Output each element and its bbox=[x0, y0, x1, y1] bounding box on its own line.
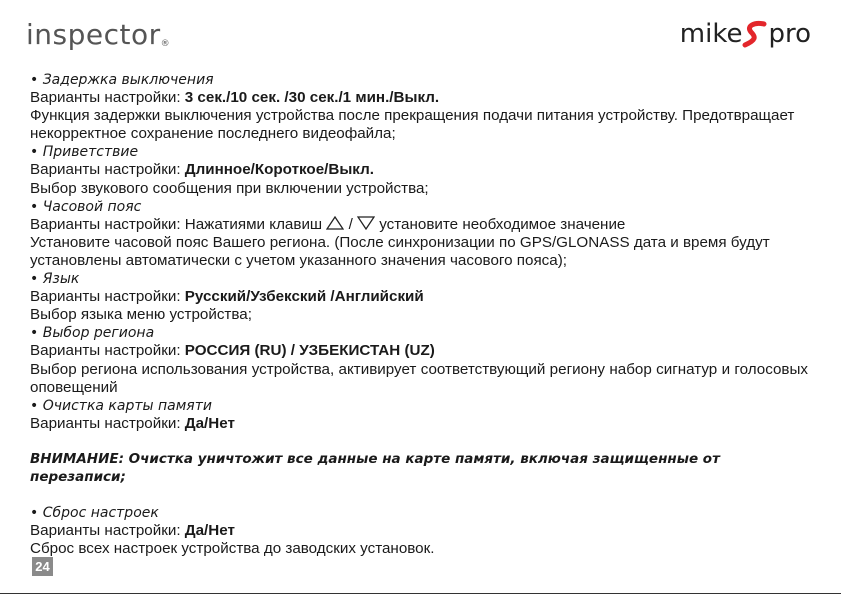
section-heading: • Очистка карты памяти bbox=[30, 397, 212, 414]
page-number: 24 bbox=[32, 557, 53, 576]
options-value: Русский/Узбекский /Английский bbox=[184, 288, 424, 306]
section-heading: • Сброс настроек bbox=[30, 505, 159, 522]
options-text: установите необходимое значение bbox=[375, 215, 626, 233]
options-line bbox=[30, 89, 808, 107]
body-line: Выбор звукового сообщения при включении устройства; bbox=[30, 179, 429, 197]
body-line: установлены автоматически с учетом указанного значения часового пояса); bbox=[30, 251, 567, 269]
options-line bbox=[30, 522, 808, 540]
section-heading: • Часовой пояс bbox=[30, 198, 142, 215]
separator: / bbox=[344, 215, 358, 233]
section-heading: • Задержка выключения bbox=[30, 72, 214, 88]
section-heading: • Выбор региона bbox=[30, 325, 155, 342]
options-label: Варианты настройки: bbox=[30, 342, 185, 360]
options-line bbox=[30, 216, 808, 234]
inspector-logo: inspector® bbox=[26, 18, 171, 51]
options-label: Варианты настройки: bbox=[30, 89, 185, 107]
options-value: Да/Нет bbox=[184, 414, 235, 432]
options-label: Варианты настройки: bbox=[30, 522, 185, 540]
options-value: Да/Нет bbox=[184, 522, 235, 540]
options-line bbox=[30, 288, 808, 306]
warning-text: ВНИМАНИЕ: Очистка уничтожит все данные на карте памяти, включая защищенные от перезаписи; bbox=[30, 450, 720, 485]
section-heading: • Приветствие bbox=[30, 144, 139, 161]
down-triangle-icon bbox=[357, 216, 375, 230]
options-label: Варианты настройки: bbox=[30, 414, 185, 432]
up-triangle-icon bbox=[326, 216, 344, 230]
page-header bbox=[0, 0, 841, 60]
options-label: Варианты настройки: bbox=[30, 288, 185, 306]
bottom-divider bbox=[0, 593, 841, 594]
body-line: Выбор региона использования устройства, активирует соответствующий региону набор сигнатур и голосовых bbox=[30, 360, 808, 378]
options-value: Длинное/Короткое/Выкл. bbox=[184, 161, 374, 179]
options-line bbox=[30, 161, 808, 179]
options-label: Варианты настройки: Нажатиями клавиш bbox=[30, 215, 327, 233]
options-value: РОССИЯ (RU) / УЗБЕКИСТАН (UZ) bbox=[184, 342, 435, 360]
mike-s-pro-logo: mike pro bbox=[679, 19, 811, 49]
body-line: некорректное сохранение последнего видеофайла; bbox=[30, 125, 396, 143]
options-line bbox=[30, 342, 808, 360]
settings-description bbox=[30, 71, 808, 558]
options-label: Варианты настройки: bbox=[30, 161, 185, 179]
section-heading: • Язык bbox=[30, 271, 80, 288]
body-line: Сброс всех настроек устройства до заводских установок. bbox=[30, 540, 435, 558]
s-logo-icon bbox=[742, 20, 768, 48]
options-value: 3 сек./10 сек. /30 сек./1 мин./Выкл. bbox=[184, 89, 440, 107]
options-line bbox=[30, 415, 808, 433]
body-line: Установите часовой пояс Вашего региона. (После синхронизации по GPS/GLONASS дата и время будут bbox=[30, 233, 770, 251]
body-line: оповещений bbox=[30, 378, 118, 396]
body-line: Выбор языка меню устройства; bbox=[30, 306, 252, 324]
body-line: Функция задержки выключения устройства после прекращения подачи питания устройству. Предотвращает bbox=[30, 107, 795, 125]
